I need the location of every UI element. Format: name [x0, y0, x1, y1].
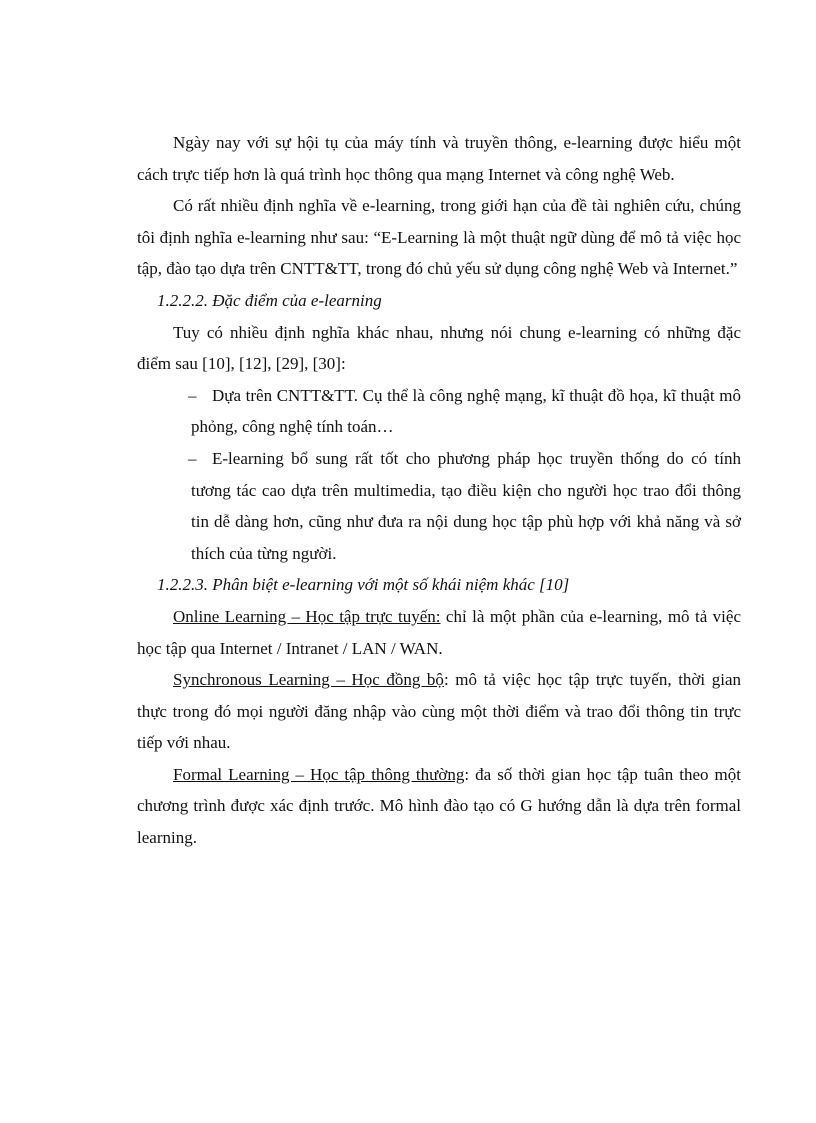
list-item-text: E-learning bổ sung rất tốt cho phương pháp học truyền thống do có tính tương tác cao dựa trên multimedia, tạo điều kiện cho người học trao đổi thông tin dễ dàng hơn, cũng như đưa ra nội dung học tập phù hợp với khả năng và sở thích của từng người.: [191, 448, 741, 563]
definition-term: Formal Learning – Học tập thông thường: [173, 764, 465, 784]
definition-text: : mô tả việc học tập trực tuyến, thời gian thực trong đó mọi người đăng nhập vào cùng một thời điểm và trao đổi thông tin trực tiếp với nhau.: [137, 670, 741, 753]
definition-formal-learning: [137, 759, 741, 854]
definition-online-learning: [137, 601, 741, 664]
paragraph-intro: Ngày nay với sự hội tụ của máy tính và truyền thông, e-learning được hiểu một cách trực tiếp hơn là quá trình học thông qua mạng Internet và công nghệ Web.: [137, 133, 741, 184]
document-page: [137, 127, 741, 854]
paragraph-characteristics-intro: Tuy có nhiều định nghĩa khác nhau, nhưng nói chung e-learning có những đặc điểm sau [10], [12], [29], [30]:: [137, 322, 741, 374]
definition-text: chỉ là một phần của e-learning, mô tả việc học tập qua Internet / Intranet / LAN / WAN.: [137, 606, 741, 658]
section-heading-characteristics: 1.2.2.2. Đặc điểm của e-learning: [157, 290, 382, 310]
dash-bullet-icon: –: [188, 385, 197, 405]
list-item: [188, 380, 741, 443]
definition-text: : đa số thời gian học tập tuân theo một chương trình được xác định trước. Mô hình đào tạo có G hướng dẫn là dựa trên formal learning.: [137, 764, 741, 848]
characteristics-list: [137, 380, 741, 570]
dash-bullet-icon: –: [188, 448, 197, 468]
definition-term: Online Learning – Học tập trực tuyến:: [173, 606, 441, 626]
definition-synchronous-learning: [137, 664, 741, 759]
list-item-text: Dựa trên CNTT&TT. Cụ thể là công nghệ mạng, kĩ thuật đồ họa, kĩ thuật mô phỏng, công nghệ tính toán…: [191, 385, 741, 437]
paragraph-definition: Có rất nhiều định nghĩa về e-learning, trong giới hạn của đề tài nghiên cứu, chúng tôi định nghĩa e-learning như sau: “E-Learning là một thuật ngữ dùng để mô tả việc học tập, đào tạo dựa trên CNTT&TT, trong đó chủ yếu sử dụng công nghệ Web và Internet.”: [137, 196, 741, 279]
section-heading-distinction: 1.2.2.3. Phân biệt e-learning với một số khái niệm khác [10]: [157, 575, 570, 595]
definition-term: Synchronous Learning – Học đồng bộ: [173, 670, 444, 690]
list-item: [188, 443, 741, 569]
